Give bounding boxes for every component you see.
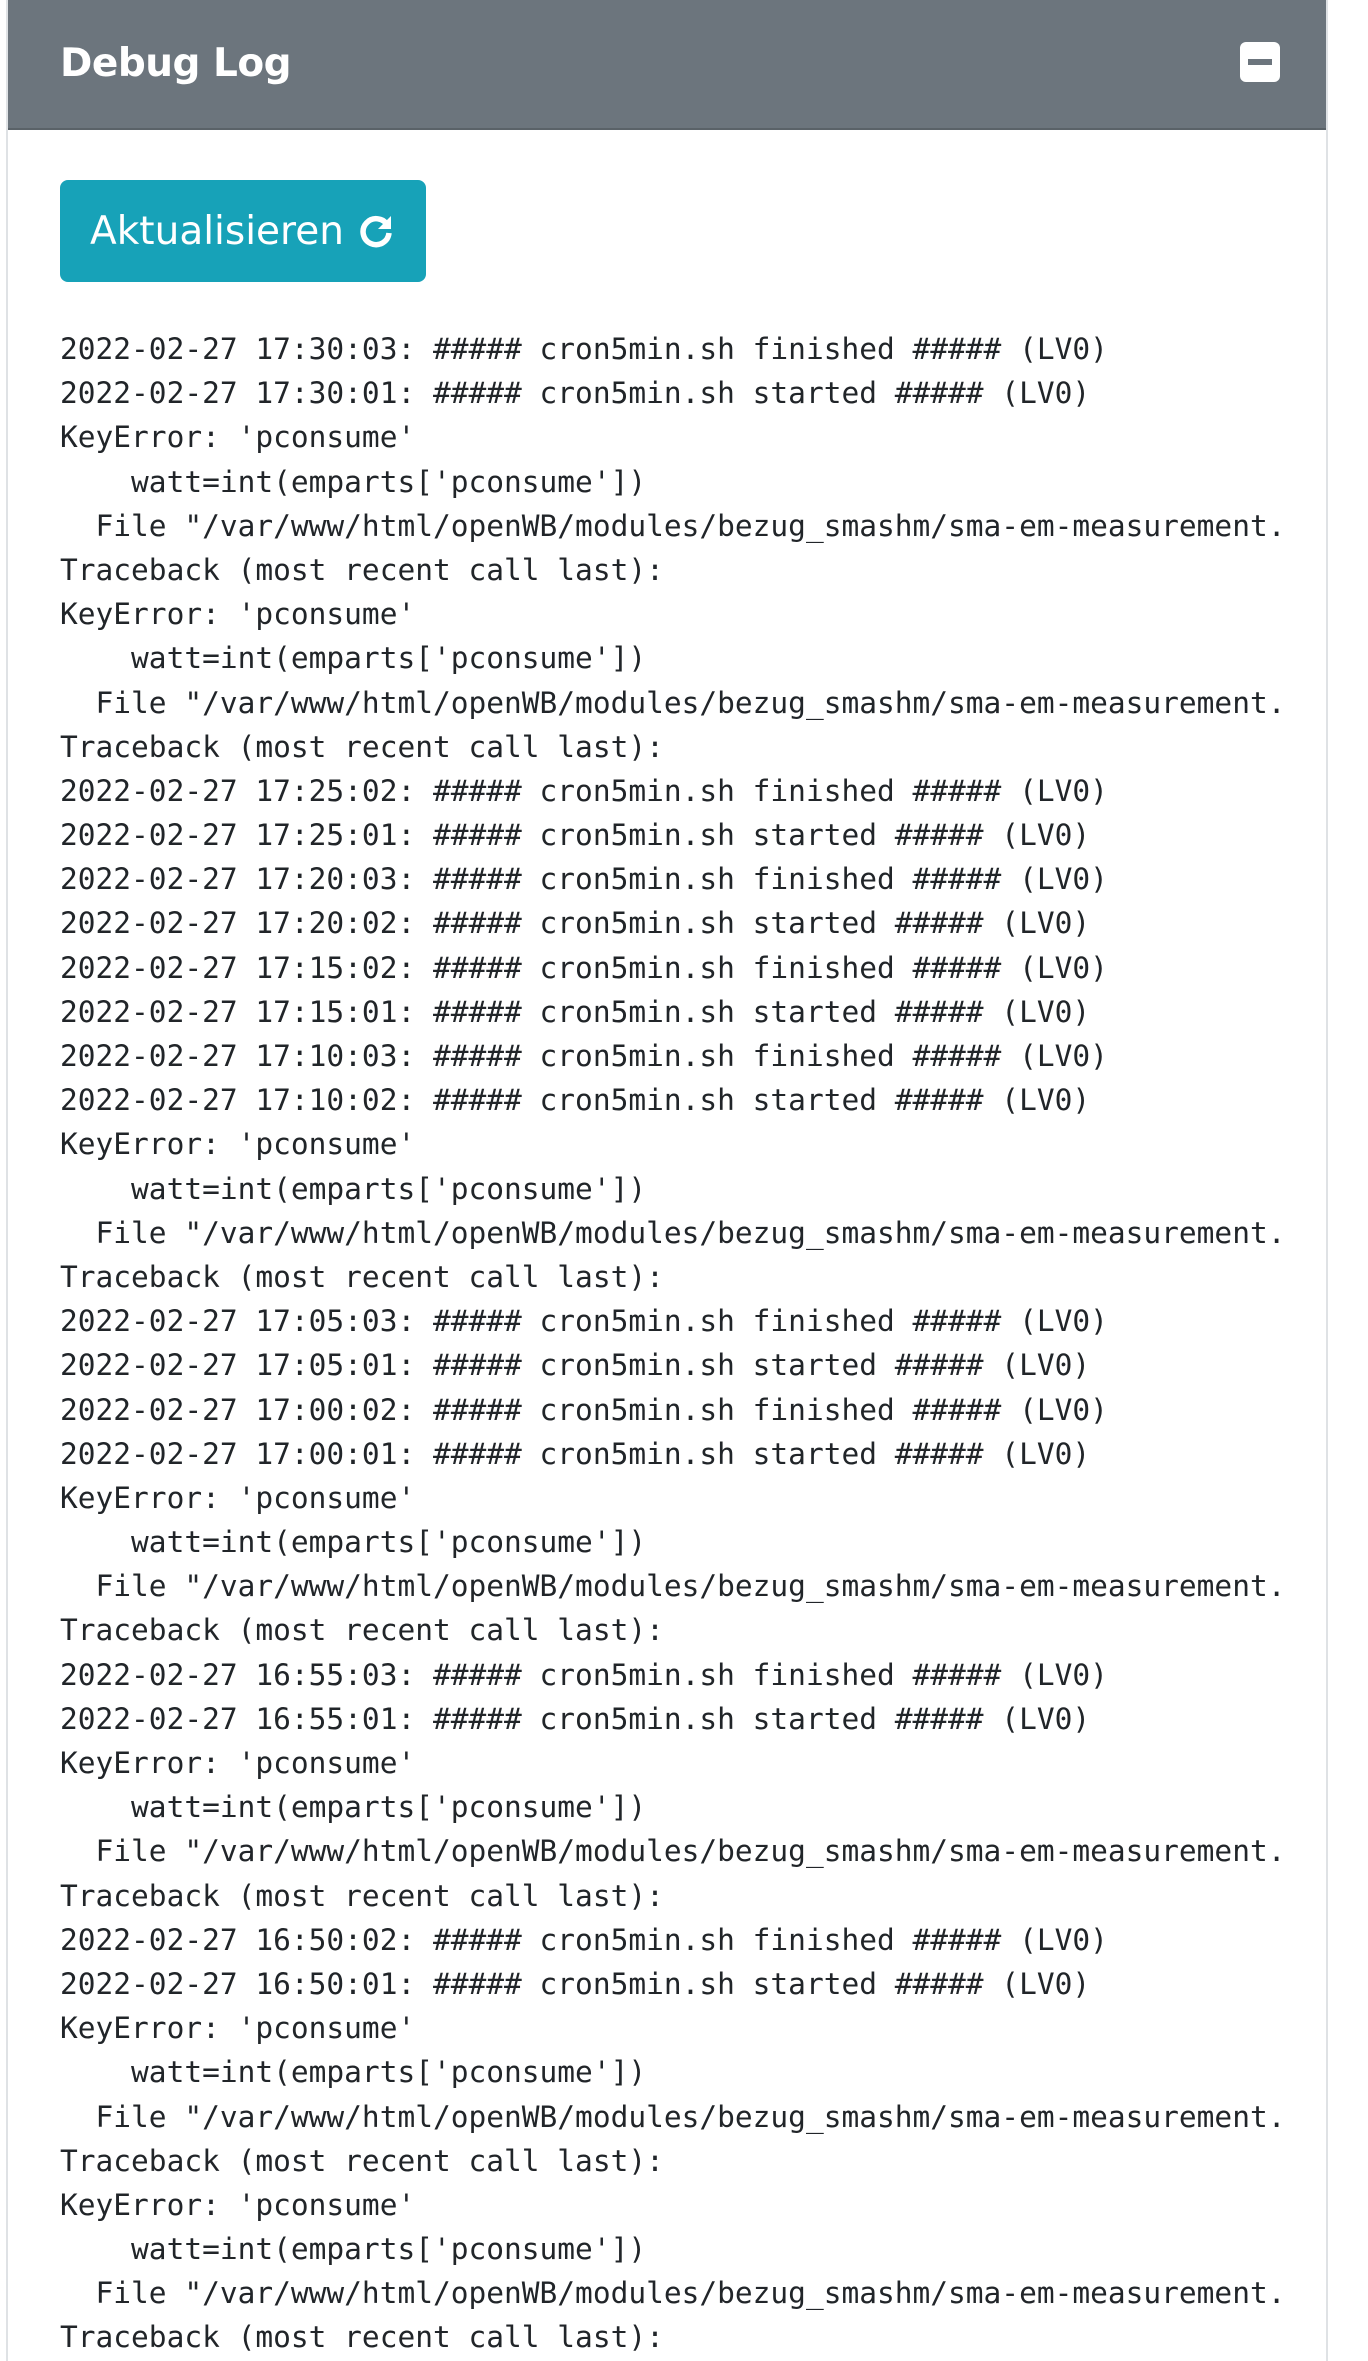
log-line: watt=int(emparts['pconsume']) xyxy=(60,1525,647,1560)
log-line: File "/var/www/html/openWB/modules/bezug_smashm/sma-em-measurement. xyxy=(60,1569,1286,1604)
log-line: KeyError: 'pconsume' xyxy=(60,2187,416,2222)
log-line: KeyError: 'pconsume' xyxy=(60,1480,416,1515)
log-line: watt=int(emparts['pconsume']) xyxy=(60,2055,647,2090)
log-line: Traceback (most recent call last): xyxy=(60,1613,664,1648)
log-line: 2022-02-27 17:30:01: ##### cron5min.sh started ##### (LV0) xyxy=(60,376,1091,411)
log-line: 2022-02-27 17:05:03: ##### cron5min.sh finished ##### (LV0) xyxy=(60,1304,1108,1339)
minus-square-icon[interactable] xyxy=(1240,42,1280,82)
refresh-button-label: Aktualisieren xyxy=(90,208,344,254)
log-line: KeyError: 'pconsume' xyxy=(60,1127,416,1162)
log-line: Traceback (most recent call last): xyxy=(60,1878,664,1913)
log-line: Traceback (most recent call last): xyxy=(60,2143,664,2178)
collapse-bar xyxy=(1248,59,1272,65)
log-line: Traceback (most recent call last): xyxy=(60,552,664,587)
log-line: 2022-02-27 17:00:01: ##### cron5min.sh started ##### (LV0) xyxy=(60,1436,1091,1471)
log-line: 2022-02-27 17:25:02: ##### cron5min.sh finished ##### (LV0) xyxy=(60,773,1108,808)
panel-header[interactable] xyxy=(8,0,1326,130)
log-line: 2022-02-27 17:00:02: ##### cron5min.sh finished ##### (LV0) xyxy=(60,1392,1108,1427)
log-line: 2022-02-27 17:10:03: ##### cron5min.sh finished ##### (LV0) xyxy=(60,1039,1108,1073)
log-line: 2022-02-27 16:55:03: ##### cron5min.sh finished ##### (LV0) xyxy=(60,1657,1108,1692)
log-line: 2022-02-27 16:50:02: ##### cron5min.sh finished ##### (LV0) xyxy=(60,1922,1108,1957)
debug-log-panel xyxy=(6,0,1328,2361)
log-line: File "/var/www/html/openWB/modules/bezug_smashm/sma-em-measurement. xyxy=(60,2099,1286,2134)
refresh-icon xyxy=(356,211,396,251)
log-line: 2022-02-27 17:20:02: ##### cron5min.sh started ##### (LV0) xyxy=(60,906,1091,941)
log-line: 2022-02-27 17:25:01: ##### cron5min.sh started ##### (LV0) xyxy=(60,818,1091,853)
log-line: File "/var/www/html/openWB/modules/bezug_smashm/sma-em-measurement. xyxy=(60,1215,1286,1250)
log-line: 2022-02-27 17:20:03: ##### cron5min.sh finished ##### (LV0) xyxy=(60,862,1108,897)
log-line: Traceback (most recent call last): xyxy=(60,729,664,764)
log-line: 2022-02-27 16:55:01: ##### cron5min.sh started ##### (LV0) xyxy=(60,1701,1091,1736)
log-line: 2022-02-27 17:30:03: ##### cron5min.sh finished ##### (LV0) xyxy=(60,332,1108,366)
log-line: File "/var/www/html/openWB/modules/bezug_smashm/sma-em-measurement. xyxy=(60,2276,1286,2311)
log-line: 2022-02-27 17:15:02: ##### cron5min.sh finished ##### (LV0) xyxy=(60,950,1108,985)
log-line: watt=int(emparts['pconsume']) xyxy=(60,1790,647,1825)
log-line: watt=int(emparts['pconsume']) xyxy=(60,464,647,499)
log-line: 2022-02-27 17:15:01: ##### cron5min.sh started ##### (LV0) xyxy=(60,994,1091,1029)
log-line: KeyError: 'pconsume' xyxy=(60,1746,416,1780)
log-line: KeyError: 'pconsume' xyxy=(60,597,416,632)
log-line: 2022-02-27 16:50:01: ##### cron5min.sh started ##### (LV0) xyxy=(60,1966,1091,2001)
log-line: File "/var/www/html/openWB/modules/bezug_smashm/sma-em-measurement. xyxy=(60,1834,1286,1869)
log-output xyxy=(60,327,1310,2360)
log-line: 2022-02-27 17:10:02: ##### cron5min.sh started ##### (LV0) xyxy=(60,1083,1091,1118)
log-line: File "/var/www/html/openWB/modules/bezug_smashm/sma-em-measurement. xyxy=(60,685,1286,720)
log-line: watt=int(emparts['pconsume']) xyxy=(60,1171,647,1206)
log-line: File "/var/www/html/openWB/modules/bezug_smashm/sma-em-measurement. xyxy=(60,508,1286,543)
log-line: watt=int(emparts['pconsume']) xyxy=(60,2232,647,2267)
log-line: Traceback (most recent call last): xyxy=(60,1259,664,1294)
log-line: Traceback (most recent call last): xyxy=(60,2320,664,2355)
panel-title: Debug Log xyxy=(60,41,292,86)
log-line: KeyError: 'pconsume' xyxy=(60,2011,416,2046)
log-line: 2022-02-27 17:05:01: ##### cron5min.sh started ##### (LV0) xyxy=(60,1348,1091,1383)
log-line: KeyError: 'pconsume' xyxy=(60,420,416,455)
refresh-button[interactable] xyxy=(60,180,426,282)
log-line: watt=int(emparts['pconsume']) xyxy=(60,641,647,676)
